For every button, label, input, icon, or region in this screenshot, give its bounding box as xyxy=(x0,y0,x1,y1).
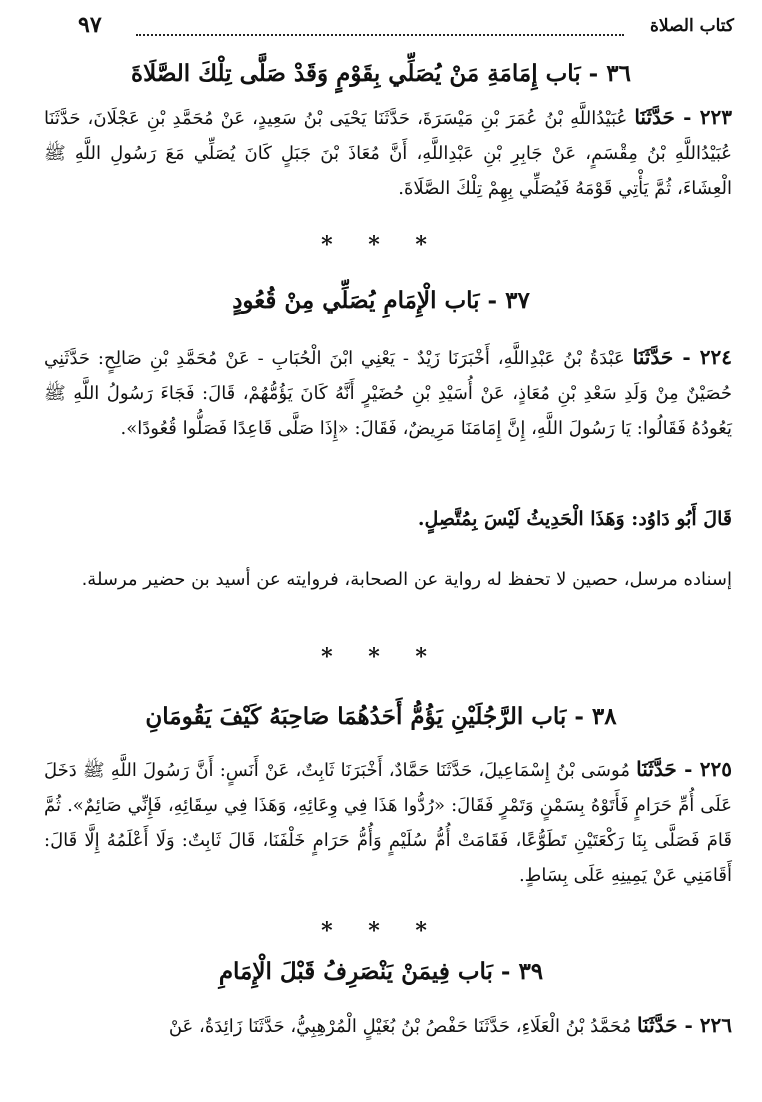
hadith-225 xyxy=(44,752,732,893)
hadith-224 xyxy=(44,340,732,446)
chapter-heading-38: ٣٨ - بَاب الرَّجُلَيْنِ يَؤُمُّ أَحَدُهُمَا صَاحِبَهُ كَيْفَ يَقُومَانِ xyxy=(145,703,617,730)
hadith-number-224: ٢٢٤ - حَدَّثَنَا xyxy=(632,345,732,369)
hadith-226 xyxy=(44,1008,732,1044)
hadith-number-225: ٢٢٥ - حَدَّثَنَا xyxy=(636,757,732,781)
section-separator: * * * xyxy=(321,918,441,944)
page-number: ٩٧ xyxy=(78,12,102,38)
isnad-note: إسناده مرسل، حصين لا تحفظ له رواية عن الصحابة، فروايته عن أسيد بن حضير مرسلة. xyxy=(81,569,732,590)
header-dotted-line xyxy=(136,34,624,36)
running-title: كتاب الصلاة xyxy=(649,16,734,36)
section-separator: * * * xyxy=(321,232,441,258)
chapter-heading-37: ٣٧ - بَاب الْإِمَامِ يُصَلِّي مِنْ قُعُودٍ xyxy=(232,287,530,314)
abu-dawud-comment: قَالَ أَبُو دَاوُد: وَهَذَا الْحَدِيثُ لَيْسَ بِمُتَّصِلٍ. xyxy=(417,508,732,530)
hadith-text-224: عَبْدَةُ بْنُ عَبْدِاللَّهِ، أَخْبَرَنَا زَيْدٌ - يَعْنِي ابْنَ الْحُبَابِ - عَنْ مُحَمَّدِ بْنِ صَالِحٍ: حَدَّثَنِي حُصَيْنٌ مِنْ وَلَدِ سَعْدِ بْنِ مُعَاذٍ، عَنْ أُسَيْدِ بْنِ حُضَيْرٍ أَنَّهُ كَانَ يَؤُمُّهُمْ، قَالَ: فَجَاءَ رَسُولُ اللَّهِ ﷺ يَعُودُهُ فَقَالُوا: يَا رَسُولَ اللَّهِ، إِنَّ إِمَامَنَا مَرِيضٌ، فَقَالَ: «إِذَا صَلَّى قَاعِدًا فَصَلُّوا قُعُودًا». xyxy=(44,348,732,439)
hadith-text-226: مُحَمَّدُ بْنُ الْعَلَاءِ، حَدَّثَنَا حَفْصُ بْنُ بُغَيْلٍ الْمُرْهِبِيُّ، حَدَّثَنَا زَائِدَةُ، عَنْ xyxy=(168,1016,632,1037)
hadith-text-223: عُبَيْدُاللَّهِ بْنُ عُمَرَ بْنِ مَيْسَرَةَ، حَدَّثَنَا يَحْيَى بْنُ سَعِيدٍ، عَنْ مُحَمَّدِ بْنِ عَجْلَانَ، حَدَّثَنَا عُبَيْدُاللَّهِ بْنُ مِقْسَمٍ، عَنْ جَابِرِ بْنِ عَبْدِاللَّهِ، أَنَّ مُعَاذَ بْنَ جَبَلٍ كَانَ يُصَلِّي مَعَ رَسُولِ اللَّهِ ﷺ الْعِشَاءَ، ثُمَّ يَأْتِي قَوْمَهُ فَيُصَلِّي بِهِمْ تِلْكَ الصَّلَاةَ. xyxy=(44,108,732,199)
hadith-223 xyxy=(44,100,732,206)
page-header xyxy=(78,10,734,44)
hadith-number-226: ٢٢٦ - حَدَّثَنَا xyxy=(636,1013,732,1037)
hadith-text-225: مُوسَى بْنُ إِسْمَاعِيلَ، حَدَّثَنَا حَمَّادٌ، أَخْبَرَنَا ثَابِتٌ، عَنْ أَنَسٍ: أَنَّ رَسُولَ اللَّهِ ﷺ دَخَلَ عَلَى أُمِّ حَرَامٍ فَأَتَوْهُ بِسَمْنٍ وَتَمْرٍ فَقَالَ: «رُدُّوا هَذَا فِي وِعَائِهِ، وَهَذَا فِي سِقَائِهِ، فَإِنِّي صَائِمٌ». ثُمَّ قَامَ فَصَلَّى بِنَا رَكْعَتَيْنِ تَطَوُّعًا، فَقَامَتْ أُمُّ سُلَيْمٍ وَأُمُّ حَرَامٍ خَلْفَنَا، قَالَ ثَابِتٌ: وَلَا أَعْلَمُهُ إِلَّا قَالَ: أَقَامَنِي عَنْ يَمِينِهِ عَلَى بِسَاطٍ. xyxy=(44,760,732,886)
chapter-heading-39: ٣٩ - بَاب فِيمَنْ يَنْصَرِفُ قَبْلَ الْإِمَامِ xyxy=(218,958,544,985)
chapter-heading-36: ٣٦ - بَاب إِمَامَةِ مَنْ يُصَلِّي بِقَوْمٍ وَقَدْ صَلَّى تِلْكَ الصَّلَاةَ xyxy=(131,60,631,87)
section-separator: * * * xyxy=(321,644,441,670)
hadith-number-223: ٢٢٣ - حَدَّثَنَا xyxy=(634,105,732,129)
